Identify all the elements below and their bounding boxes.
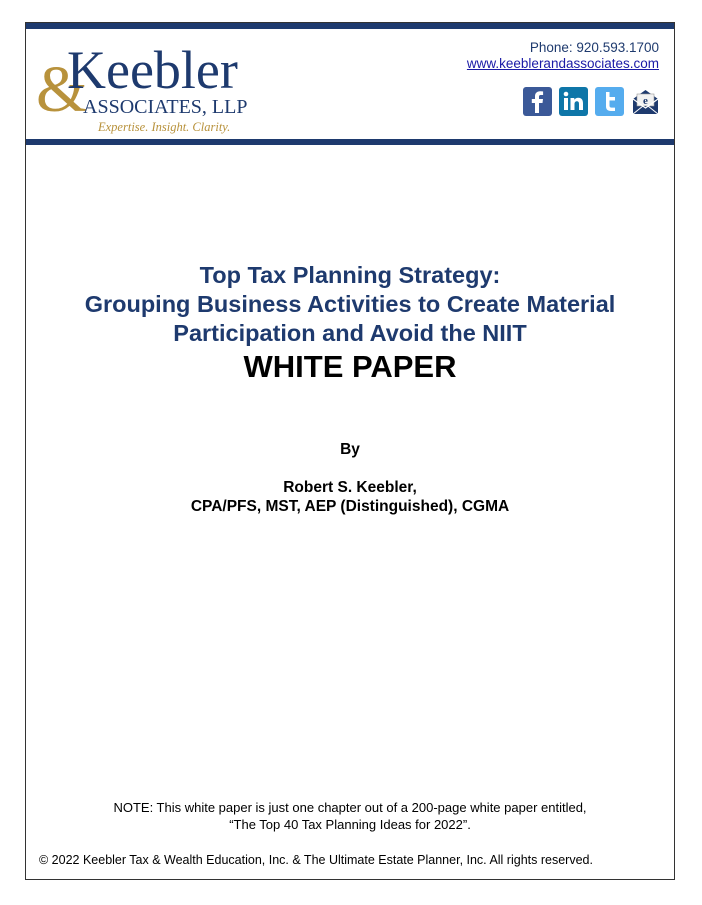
title-line-2: Grouping Business Activities to Create Material: [84, 291, 616, 317]
logo-name: Keebler: [67, 40, 238, 100]
social-icons: [523, 87, 660, 116]
logo-tagline: Expertise. Insight. Clarity.: [98, 120, 231, 134]
document-type: WHITE PAPER: [243, 349, 457, 384]
header-bottom-rule: [26, 139, 674, 145]
copyright-notice: © 2022 Keebler Tax & Wealth Education, Inc. & The Ultimate Estate Planner, Inc. All rights reserved.: [39, 853, 593, 867]
linkedin-icon[interactable]: [559, 87, 588, 116]
note-text: [26, 799, 674, 833]
phone-number: Phone: 920.593.1700: [529, 40, 659, 55]
contact-info: [467, 40, 659, 72]
svg-text:e: e: [643, 95, 648, 107]
title-line-1: Top Tax Planning Strategy:: [199, 262, 501, 288]
byline-label: By: [340, 441, 360, 458]
note-line-1: NOTE: This white paper is just one chapter out of a 200-page white paper entitled,: [113, 800, 587, 815]
company-logo: [36, 40, 266, 135]
logo-subtitle: ASSOCIATES, LLP: [83, 96, 248, 118]
facebook-icon[interactable]: [523, 87, 552, 116]
document-title: [26, 261, 674, 385]
email-newsletter-icon[interactable]: [631, 87, 660, 116]
author-credentials: CPA/PFS, MST, AEP (Distinguished), CGMA: [190, 498, 510, 515]
header-top-rule: [26, 23, 674, 29]
document-page: [25, 22, 675, 880]
author-name: Robert S. Keebler,: [283, 479, 417, 496]
logo-ampersand: &: [36, 53, 88, 126]
author-block: [26, 478, 674, 516]
note-line-2: “The Top 40 Tax Planning Ideas for 2022”.: [229, 817, 471, 832]
title-line-3: Participation and Avoid the NIIT: [173, 320, 527, 346]
twitter-icon[interactable]: [595, 87, 624, 116]
website-link[interactable]: www.keeblerandassociates.com: [466, 56, 659, 71]
